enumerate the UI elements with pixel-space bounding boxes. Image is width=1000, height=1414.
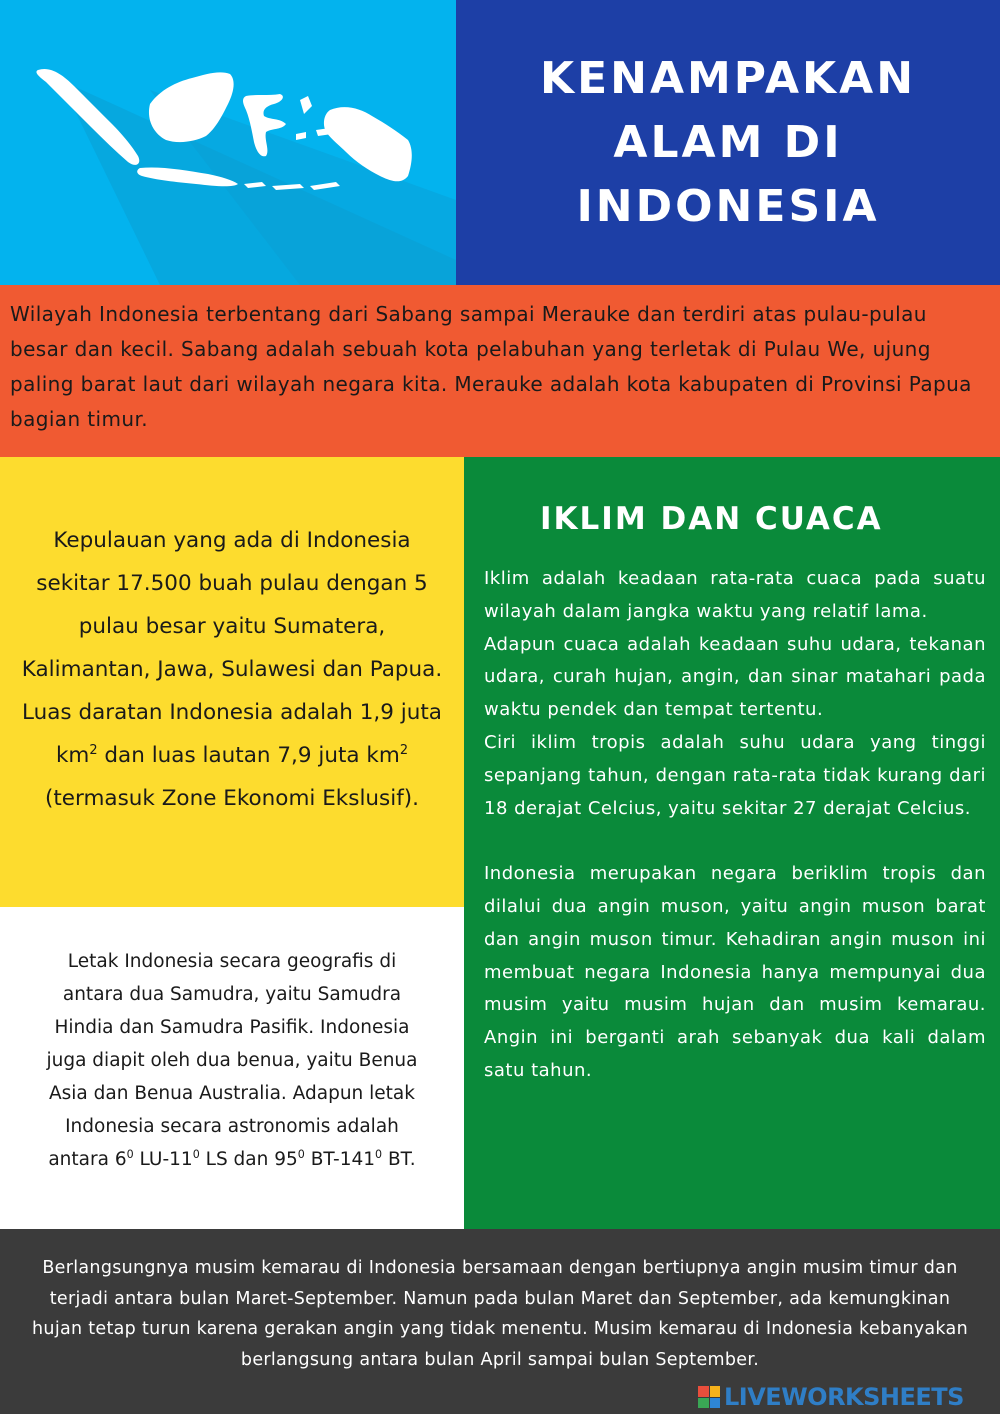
season-text: Berlangsungnya musim kemarau di Indonesia bersamaan dengan bertiupnya angin musim timur dan terjadi antara bulan Maret-September. Namun pada bulan Maret dan September, ada kemungkinan hujan tetap turun karena gerakan angin yang tidak menentu. Musim kemarau di Indonesia kebanyakan berlangsung antara bulan April sampai bulan September. — [32, 1258, 968, 1370]
climate-paragraph-cuaca: Adapun cuaca adalah keadaan suhu udara, tekanan udara, curah hujan, angin, dan sinar matahari pada waktu pendek dan tempat tertentu. — [484, 633, 986, 721]
climate-panel — [464, 457, 1000, 1229]
climate-paragraph-muson: Indonesia merupakan negara beriklim tropis dan dilalui dua angin muson, yaitu angin muson barat dan angin muson timur. Kehadiran angin muson ini membuat negara Indonesia hanya mempunyai dua musim yaitu musim hujan dan musim kemarau. Angin ini berganti arah sebanyak dua kali dalam satu tahun. — [484, 863, 986, 1081]
page-title: KENAMPAKAN ALAM DI INDONESIA — [539, 52, 917, 232]
watermark-text: LIVEWORKSHEETS — [724, 1383, 964, 1411]
title-panel — [456, 0, 1000, 285]
islands-text: Kepulauan yang ada di Indonesia sekitar 17.500 buah pulau dengan 5 pulau besar yaitu Sumatera, Kalimantan, Jawa, Sulawesi dan Papua. Luas daratan Indonesia adalah 1,9 juta $km^2$ dan luas lautan 7,9 juta $km^2$ (termasuk Zone Ekonomi Ekslusif). — [21, 528, 443, 811]
map-panel — [0, 0, 456, 285]
liveworksheets-logo-icon — [698, 1386, 720, 1408]
watermark — [698, 1383, 964, 1411]
climate-heading: IKLIM DAN CUACA — [540, 501, 883, 537]
islands-panel — [0, 457, 464, 907]
climate-paragraph-iklim: Iklim adalah keadaan rata-rata cuaca pada suatu wilayah dalam jangka waktu yang relatif lama. — [484, 568, 986, 622]
location-panel — [0, 907, 464, 1229]
location-text: Letak Indonesia secara geografis di antara dua Samudra, yaitu Samudra Hindia dan Samudra Pasifik. Indonesia juga diapit oleh dua benua, yaitu Benua Asia dan Benua Australia. Adapun letak Indonesia secara astronomis adalah antara $6^0$ $LU-11^0$ LS dan $95^0$ $BT-141^0$ BT. — [46, 951, 418, 1170]
intro-panel — [0, 285, 1000, 457]
climate-paragraph-tropis: Ciri iklim tropis adalah suhu udara yang tinggi sepanjang tahun, dengan rata-rata tidak kurang dari 18 derajat Celcius, yaitu sekitar 27 derajat Celcius. — [484, 731, 986, 819]
intro-text: Wilayah Indonesia terbentang dari Sabang sampai Merauke dan terdiri atas pulau-pulau besar dan kecil. Sabang adalah sebuah kota pelabuhan yang terletak di Pulau We, ujung paling barat laut dari wilayah negara kita. Merauke adalah kota kabupaten di Provinsi Papua bagian timur. — [10, 302, 972, 431]
indonesia-map-icon — [0, 0, 456, 285]
